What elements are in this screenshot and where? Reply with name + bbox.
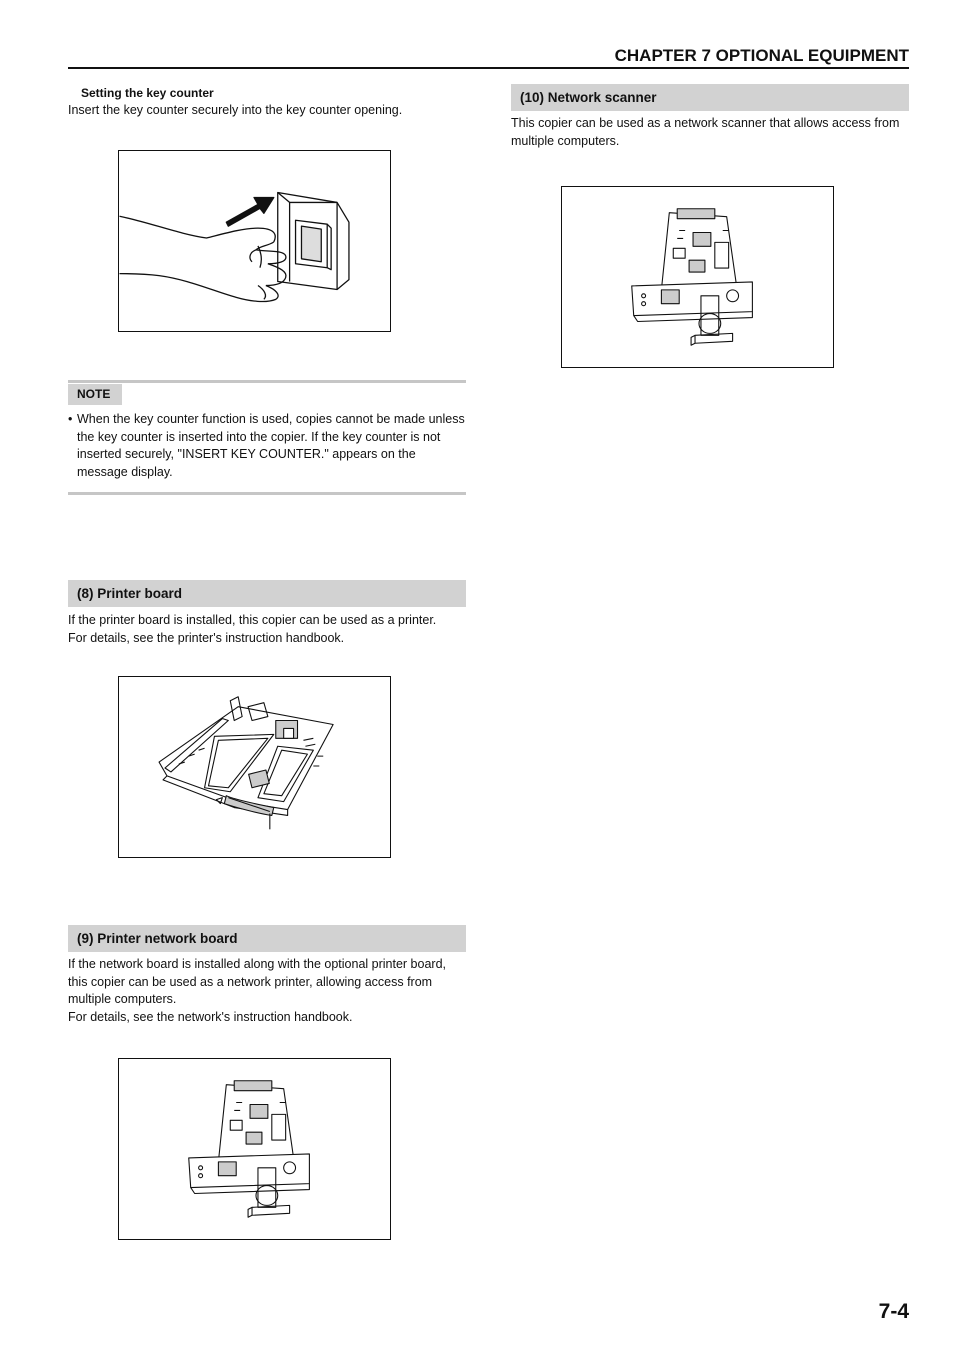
- key-counter-heading: Setting the key counter: [81, 86, 214, 100]
- network-scanner-section-title: (10) Network scanner: [511, 84, 909, 111]
- printer-board-description: If the printer board is installed, this copier can be used as a printer. For details, see the printer's instruction handbook.: [68, 613, 437, 645]
- network-scanner-description: This copier can be used as a network scanner that allows access from multiple computers.: [511, 116, 900, 148]
- key-counter-illustration: [118, 150, 391, 332]
- printer-network-board-description: If the network board is installed along with the optional printer board, this copier can be used as a network printer, allowing access from multiple computers. For details, see the network's instruction handbook.: [68, 957, 447, 1025]
- printer-network-board-section-title: (9) Printer network board: [68, 925, 466, 952]
- note-content: [68, 411, 466, 482]
- note-top-rule: [68, 380, 466, 383]
- printer-board-drawing: [119, 677, 390, 857]
- network-scanner-illustration: [561, 186, 834, 368]
- note-label: NOTE: [68, 384, 122, 405]
- note-text: When the key counter function is used, copies cannot be made unless the key counter is inserted into the copier. If the key counter is not inserted securely, "INSERT KEY COUNTER." appears on the message display.: [77, 412, 465, 480]
- hand-inserting-key-counter-drawing: [119, 151, 390, 331]
- network-board-drawing: [119, 1059, 390, 1239]
- chapter-header: CHAPTER 7 OPTIONAL EQUIPMENT: [68, 46, 909, 69]
- printer-board-illustration: [118, 676, 391, 858]
- note-bottom-rule: [68, 492, 466, 495]
- note-bullet: •: [68, 412, 73, 426]
- page-number: 7-4: [878, 1300, 909, 1323]
- key-counter-instructions: Insert the key counter securely into the key counter opening.: [68, 103, 403, 117]
- printer-network-board-illustration: [118, 1058, 391, 1240]
- printer-board-section-title: (8) Printer board: [68, 580, 466, 607]
- network-scanner-board-drawing: [562, 187, 833, 367]
